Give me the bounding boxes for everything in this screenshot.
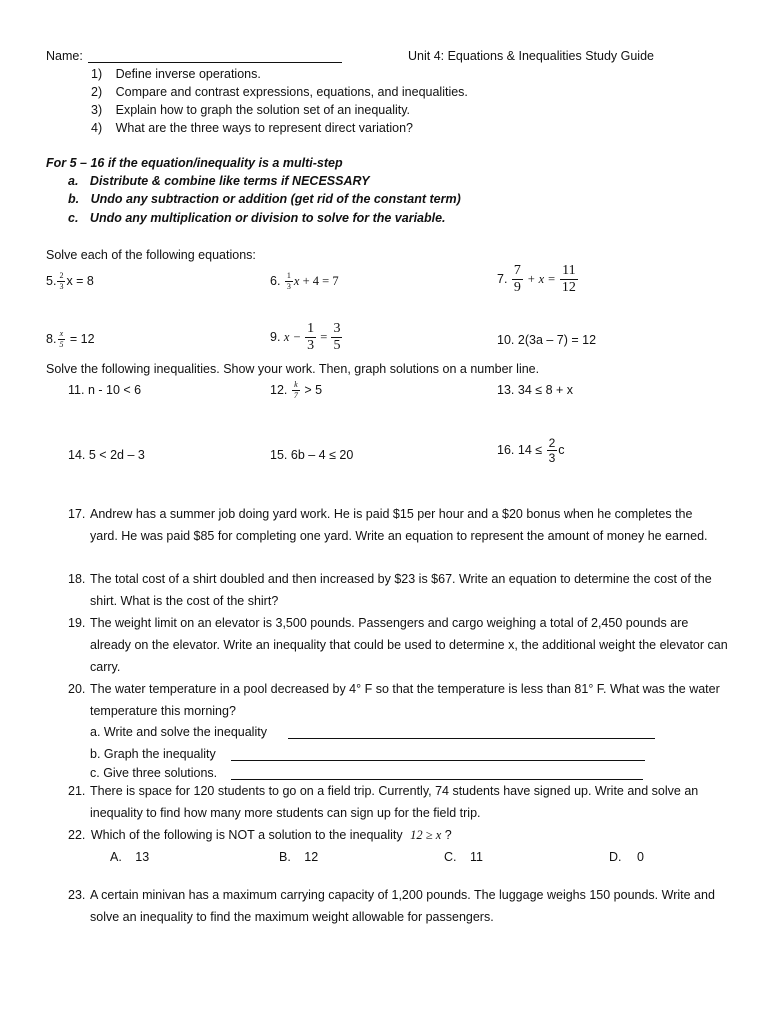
numerator: 1 xyxy=(307,321,315,336)
fraction xyxy=(57,272,65,291)
denominator: 3 xyxy=(286,282,291,291)
problem-number-17: 17. xyxy=(68,507,86,521)
problem-number-23: 23. xyxy=(68,888,86,902)
choice-value: 13 xyxy=(135,850,150,864)
expression: x − xyxy=(283,329,305,344)
numerator: k xyxy=(294,380,298,389)
problem-number-20: 20. xyxy=(68,682,86,696)
multistep-step-c xyxy=(68,211,446,225)
choice-letter: B. xyxy=(279,850,291,864)
answer-line-b[interactable] xyxy=(231,760,645,761)
question-number: 1) xyxy=(91,67,103,81)
choice-value: 11 xyxy=(469,850,483,864)
problem-number: 14. xyxy=(68,448,86,462)
multistep-step-b xyxy=(68,192,461,206)
expression: = 12 xyxy=(66,331,95,346)
choice-letter: C. xyxy=(444,850,457,864)
choice-c[interactable] xyxy=(444,850,483,864)
problem-number-18: 18. xyxy=(68,572,86,586)
problem-number: 13. xyxy=(497,383,515,397)
problem-13 xyxy=(497,383,573,397)
fraction xyxy=(57,330,65,349)
denominator: 5 xyxy=(333,338,341,353)
expression: 14 ≤ xyxy=(517,442,546,457)
expression: n - 10 < 6 xyxy=(87,383,142,397)
fraction xyxy=(292,381,300,400)
expression: x = 8 xyxy=(66,273,94,288)
question-mark: ? xyxy=(441,828,452,842)
choice-a[interactable] xyxy=(110,850,149,864)
problem-number: 22. xyxy=(68,828,86,842)
step-text: Undo any multiplication or division to solve for the variable. xyxy=(89,211,446,225)
problem-text: Which of the following is NOT a solution to the inequality xyxy=(90,828,403,842)
expression: + 4 = 7 xyxy=(299,273,339,288)
expression: 5 < 2d – 3 xyxy=(88,448,145,462)
expression: c xyxy=(558,442,565,457)
choice-b[interactable] xyxy=(279,850,318,864)
problem-number: 11. xyxy=(68,383,85,397)
choice-d[interactable] xyxy=(609,850,644,864)
question-2 xyxy=(91,85,468,99)
numerator: 1 xyxy=(286,271,291,280)
denominator: 3 xyxy=(59,282,64,291)
problem-number: 10. xyxy=(497,333,515,347)
expression: > 5 xyxy=(300,382,323,397)
problem-number: 8. xyxy=(46,331,57,346)
numerator: x xyxy=(59,329,64,338)
choice-letter: D. xyxy=(609,850,622,864)
expression: 2(3a – 7) = 12 xyxy=(517,333,597,347)
problem-20-part-b: b. Graph the inequality xyxy=(90,747,216,761)
problem-12 xyxy=(270,381,322,400)
problem-23-text: A certain minivan has a maximum carrying capacity of 1,200 pounds. The luggage weighs 150 pounds. Write and solve an inequality to find the maximum weight allowable for passengers. xyxy=(90,888,715,924)
problem-number: 12. xyxy=(270,382,288,397)
problem-10 xyxy=(497,333,596,347)
problem-20-part-a: a. Write and solve the inequality xyxy=(90,725,267,739)
name-label: Name: xyxy=(46,49,83,63)
multistep-heading: For 5 – 16 if the equation/inequality is a multi-step xyxy=(46,156,343,170)
step-text: Distribute & combine like terms if NECESSARY xyxy=(89,174,370,188)
equations-instruction: Solve each of the following equations: xyxy=(46,248,256,262)
problem-number-19: 19. xyxy=(68,616,86,630)
problem-19-text: The weight limit on an elevator is 3,500 pounds. Passengers and cargo weighing a total of 2,450 pounds are already on the elevator. Write an inequality that could be used to determine x, the additional weight the elevator can carry. xyxy=(90,616,728,674)
question-number: 4) xyxy=(91,121,103,135)
step-letter: c. xyxy=(68,211,79,225)
numerator: 2 xyxy=(548,436,556,450)
problem-7 xyxy=(497,264,579,295)
choice-letter: A. xyxy=(110,850,122,864)
fraction xyxy=(560,264,578,295)
expression: + x = xyxy=(523,271,559,286)
question-text: Explain how to graph the solution set of an inequality. xyxy=(115,103,411,117)
question-number: 2) xyxy=(91,85,103,99)
problem-number: 5. xyxy=(46,273,57,288)
denominator: 3 xyxy=(548,451,556,465)
question-1 xyxy=(91,67,261,81)
question-number: 3) xyxy=(91,103,103,117)
problem-9 xyxy=(270,322,343,353)
question-3 xyxy=(91,103,410,117)
fraction xyxy=(285,272,293,291)
question-text: Compare and contrast expressions, equations, and inequalities. xyxy=(115,85,468,99)
step-letter: a. xyxy=(68,174,79,188)
fraction xyxy=(547,437,558,464)
problem-number: 7. xyxy=(497,271,508,286)
denominator: 12 xyxy=(561,280,576,295)
problem-8 xyxy=(46,330,95,349)
denominator: 5 xyxy=(59,340,64,349)
problem-15 xyxy=(270,448,353,462)
problem-21-text: There is space for 120 students to go on a field trip. Currently, 74 students have signed up. Write and solve an inequality to find how many more students can sign up for the field trip. xyxy=(90,784,699,820)
problem-22 xyxy=(68,828,452,843)
problem-6 xyxy=(270,272,339,291)
problem-11 xyxy=(68,383,141,397)
multistep-step-a xyxy=(68,174,370,188)
problem-20-text: The water temperature in a pool decreased by 4° F so that the temperature is less than 81° F. What was the water temperature this morning? xyxy=(90,682,720,718)
choice-value: 0 xyxy=(636,850,644,864)
numerator: 3 xyxy=(333,321,341,336)
denominator: 7 xyxy=(293,391,298,400)
problem-17-text: Andrew has a summer job doing yard work. He is paid $15 per hour and a $20 bonus when he completes the yard. He was paid $85 for completing one yard. Write an equation to represent the amount of money he earned. xyxy=(90,507,708,543)
inequality-expression: 12 ≥ x xyxy=(410,828,442,842)
step-text: Undo any subtraction or addition (get rid of the constant term) xyxy=(90,192,461,206)
page-title: Unit 4: Equations & Inequalities Study Guide xyxy=(408,49,654,63)
question-text: Define inverse operations. xyxy=(115,67,261,81)
variable: x xyxy=(293,273,300,288)
question-4 xyxy=(91,121,413,135)
question-text: What are the three ways to represent direct variation? xyxy=(115,121,413,135)
problem-16 xyxy=(497,437,565,464)
problem-number: 16. xyxy=(497,442,515,457)
numerator: 7 xyxy=(513,263,521,278)
problem-5 xyxy=(46,272,94,291)
fraction xyxy=(331,322,342,353)
expression: = xyxy=(317,329,331,344)
problem-number-21: 21. xyxy=(68,784,86,798)
choice-value: 12 xyxy=(304,850,319,864)
problem-number: 15. xyxy=(270,448,288,462)
numerator: 11 xyxy=(562,263,576,278)
expression: 6b – 4 ≤ 20 xyxy=(290,448,354,462)
expression: 34 ≤ 8 + x xyxy=(517,383,574,397)
answer-line-a[interactable] xyxy=(288,738,655,739)
step-letter: b. xyxy=(68,192,80,206)
problem-number: 9. xyxy=(270,329,281,344)
fraction xyxy=(305,322,316,353)
problem-20-part-c: c. Give three solutions. xyxy=(90,766,218,780)
problem-18-text: The total cost of a shirt doubled and then increased by $23 is $67. Write an equation to determine the cost of the shirt. What is the cost of the shirt? xyxy=(90,572,712,608)
denominator: 3 xyxy=(307,338,315,353)
problem-14 xyxy=(68,448,145,462)
name-blank-line[interactable] xyxy=(88,62,342,63)
denominator: 9 xyxy=(513,280,521,295)
inequalities-instruction: Solve the following inequalities. Show your work. Then, graph solutions on a number line. xyxy=(46,362,540,376)
numerator: 2 xyxy=(59,271,64,280)
fraction xyxy=(512,264,523,295)
problem-number: 6. xyxy=(270,273,281,288)
